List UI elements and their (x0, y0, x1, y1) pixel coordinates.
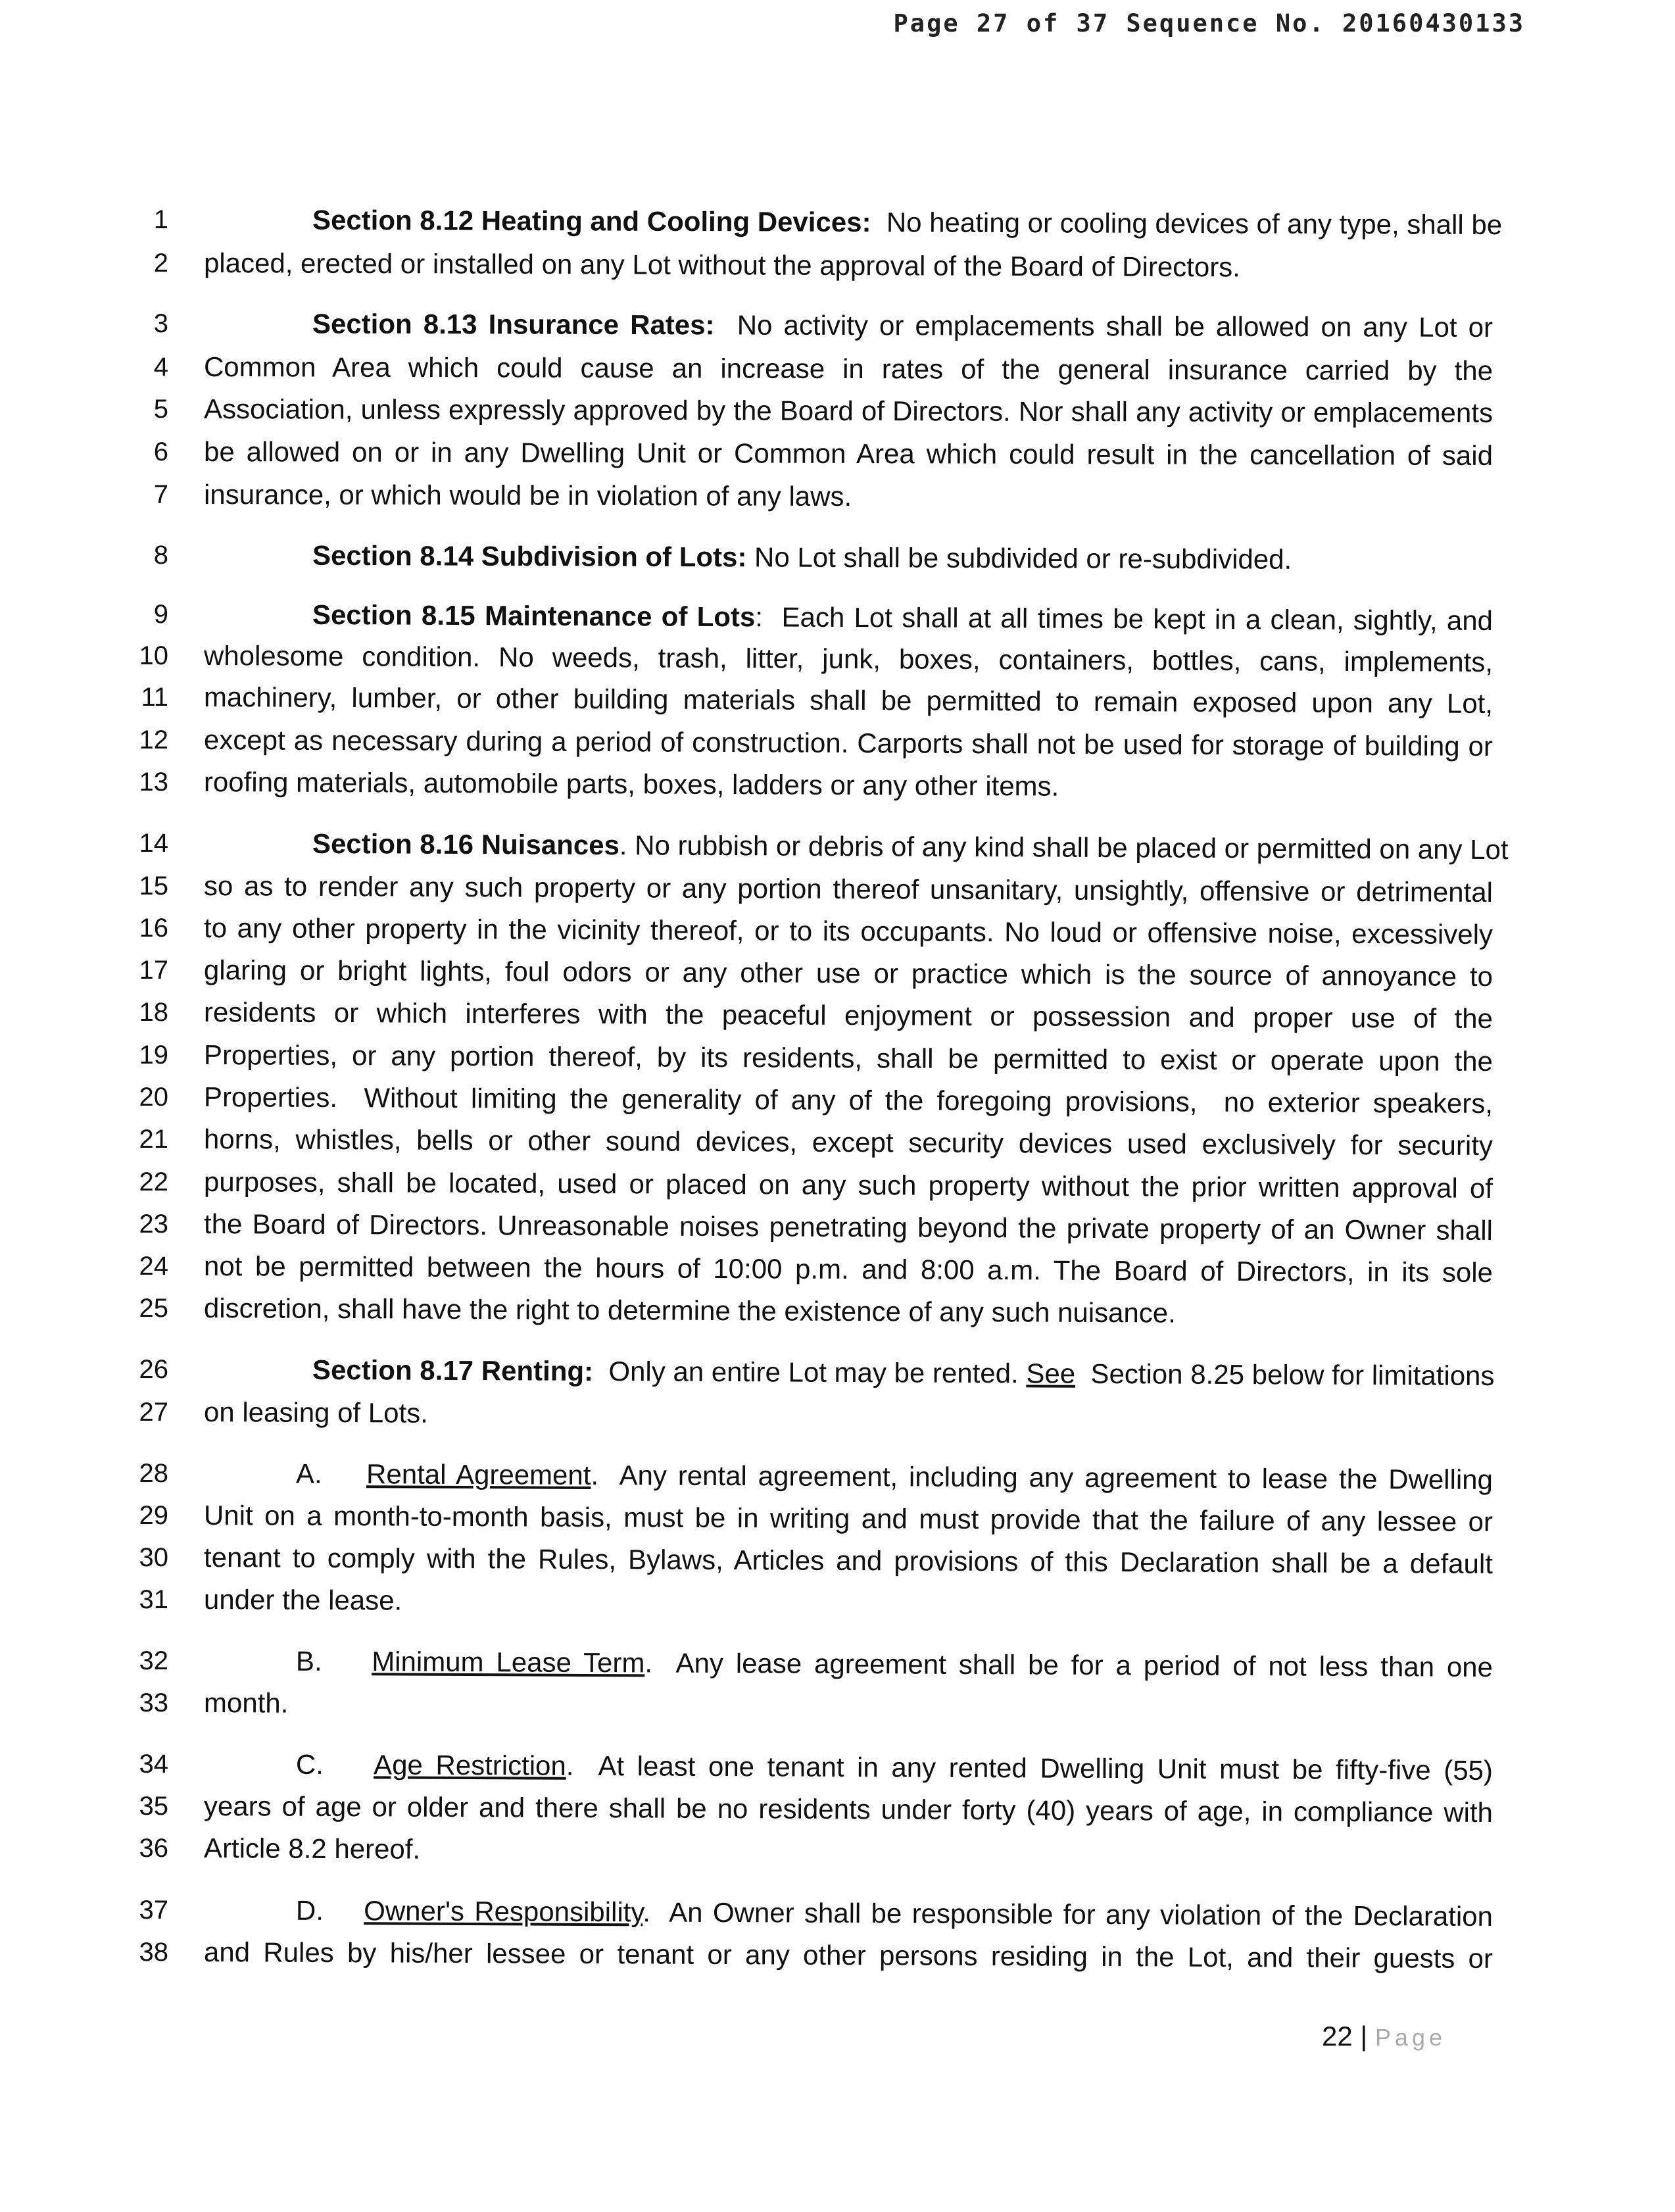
page-header: Page 27 of 37 Sequence No. 20160430133 (893, 9, 1525, 37)
line-number: 14 (139, 829, 168, 858)
text-run: wholesome condition. No weeds, trash, litter, junk, boxes, containers, bottles, cans, implements, (203, 640, 1493, 677)
line-number: 36 (139, 1834, 168, 1863)
section-heading: Section 8.14 Subdivision of Lots: (312, 539, 747, 573)
text-run: Common Area which could cause an increase in rates of the general insurance carried by the (203, 351, 1493, 386)
text-line (204, 954, 1493, 993)
text-run: insurance, or which would be in violation of any laws. (203, 479, 852, 512)
text-run: tenant to comply with the Rules, Bylaws, Articles and provisions of this Declaration shall be a default (203, 1542, 1493, 1579)
text-run: and Rules by his/her lessee or tenant or any other persons residing in the Lot, and their guests or (203, 1936, 1493, 1974)
text-line (204, 1894, 1493, 1932)
text-line (204, 1208, 1493, 1246)
text-run: . At least one tenant in any rented Dwelling Unit must be fifty-five (55) (566, 1750, 1493, 1786)
text-run: Association, unless expressly approved by the Board of Directors. Nor shall any activity or emplacements (203, 393, 1493, 428)
text-run: roofing materials, automobile parts, boxes, ladders or any other items. (203, 766, 1059, 802)
text-run: Properties, or any portion thereof, by its residents, shall be permitted to exist or operate upon the (203, 1039, 1493, 1077)
text-line (204, 1748, 1493, 1786)
line-number: 27 (139, 1398, 168, 1427)
line-number: 32 (139, 1646, 168, 1675)
text-run: on leasing of Lots. (203, 1396, 429, 1429)
text-line (204, 912, 1493, 950)
text-run: placed, erected or installed on any Lot without the approval of the Board of Directors. (203, 247, 1241, 283)
text-line (204, 479, 1493, 514)
line-number: 17 (139, 956, 168, 985)
text-line (204, 436, 1493, 472)
footer-page-label: Page (1374, 2024, 1447, 2051)
line-number: 35 (139, 1792, 168, 1821)
subsection-indent (204, 1773, 296, 1774)
line-number: 9 (153, 600, 168, 629)
line-number: 29 (139, 1501, 168, 1530)
paragraph-indent (204, 564, 312, 565)
line-number: 34 (139, 1750, 168, 1779)
text-run: not be permitted between the hours of 10:00 p.m. and 8:00 a.m. The Board of Directors, in its sole (203, 1250, 1493, 1288)
text-run: horns, whistles, bells or other sound devices, except security devices used exclusively for security (203, 1123, 1493, 1161)
text-run: . No rubbish or debris of any kind shall be placed or permitted on any Lot (619, 829, 1509, 866)
line-number: 7 (153, 480, 168, 509)
line-number: 24 (139, 1252, 168, 1281)
text-line (204, 1123, 1493, 1162)
text-line (204, 599, 1493, 637)
line-number: 20 (139, 1083, 168, 1112)
text-run: discretion, shall have the right to determine the existence of any such nuisance. (203, 1292, 1176, 1329)
text-run: . Any lease agreement shall be for a period of not less than one (644, 1647, 1493, 1683)
text-line (204, 393, 1493, 429)
text-line (204, 1166, 1493, 1204)
line-number: 18 (139, 998, 168, 1027)
text-run: machinery, lumber, or other building materials shall be permitted to remain exposed upon any Lot, (203, 681, 1493, 719)
underlined-term: Rental Agreement (366, 1458, 591, 1491)
text-run: No Lot shall be subdivided or re-subdivided. (746, 541, 1292, 575)
text-line (204, 996, 1493, 1035)
text-line (204, 1790, 1493, 1829)
line-number: 1 (153, 205, 168, 234)
line-number: 33 (139, 1688, 168, 1717)
text-line (204, 1645, 1493, 1683)
text-run: be allowed on or in any Dwelling Unit or Common Area which could result in the cancellation of said (203, 436, 1493, 471)
text-run: years of age or older and there shall be no residents under forty (40) years of age, in compliance with (203, 1790, 1493, 1828)
text-run: No activity or emplacements shall be allowed on any Lot or (714, 309, 1493, 343)
line-number: 31 (139, 1585, 168, 1614)
text-run: under the lease. (203, 1584, 402, 1616)
line-number: 28 (139, 1459, 168, 1488)
subsection-indent (204, 1670, 296, 1671)
text-line (204, 204, 1503, 241)
text-line (204, 1687, 1493, 1725)
text-run: A. (295, 1458, 367, 1490)
text-line (204, 1354, 1493, 1392)
section-heading: Section 8.16 Nuisances (312, 827, 620, 861)
underlined-term: Minimum Lease Term (372, 1646, 645, 1679)
line-number: 12 (139, 725, 168, 754)
text-run: the Board of Directors. Unreasonable noises penetrating beyond the private property of an Owner shall (203, 1208, 1493, 1246)
line-number: 26 (139, 1355, 168, 1384)
text-line (204, 247, 1493, 284)
text-run: C. (295, 1748, 374, 1781)
text-run: except as necessary during a period of construction. Carports shall not be used for storage of building or (203, 724, 1493, 762)
text-line (204, 1081, 1493, 1119)
footer-page-number: 22 (1322, 2021, 1353, 2052)
text-run: month. (203, 1687, 289, 1719)
text-line (204, 539, 1493, 576)
text-run: glaring or bright lights, foul odors or any other use or practice which is the source of annoyance to (203, 954, 1493, 992)
text-line (204, 1458, 1493, 1496)
text-line (204, 870, 1493, 908)
text-line (204, 1584, 1493, 1622)
text-run: Section 8.25 below for limitations (1075, 1358, 1495, 1392)
underlined-term: Owner's Responsibility (364, 1895, 643, 1928)
line-number: 5 (153, 395, 168, 424)
paragraph-indent (204, 229, 312, 230)
text-line (204, 681, 1493, 720)
section-heading: Section 8.17 Renting: (312, 1354, 594, 1387)
line-number: 15 (139, 872, 168, 900)
text-run: so as to render any such property or any portion thereof unsanitary, unsightly, offensive or detrimental (203, 870, 1493, 908)
line-number: 22 (139, 1167, 168, 1196)
line-number: 16 (139, 914, 168, 943)
text-run: residents or which interferes with the peaceful enjoyment or possession and proper use of the (203, 996, 1493, 1034)
line-number: 6 (153, 437, 168, 466)
text-line (204, 1936, 1493, 1975)
line-number: 3 (153, 309, 168, 338)
text-line (204, 308, 1493, 343)
text-run: D. (295, 1894, 364, 1927)
text-run: B. (295, 1645, 372, 1677)
text-run: . Any rental agreement, including any agreement to lease the Dwelling (591, 1460, 1493, 1495)
text-line (204, 1396, 1493, 1435)
line-number: 21 (139, 1125, 168, 1154)
text-line (204, 1500, 1493, 1538)
line-number: 2 (153, 249, 168, 278)
underlined-term: Age Restriction (374, 1749, 566, 1781)
section-heading: Section 8.13 Insurance Rates: (312, 308, 715, 341)
text-run: to any other property in the vicinity thereof, or to its occupants. No loud or offensive noise, excessively (203, 912, 1493, 950)
text-run: No heating or cooling devices of any type, shall be (871, 207, 1503, 241)
text-line (204, 724, 1493, 762)
footer-separator: | (1360, 2021, 1368, 2052)
line-number: 38 (139, 1938, 168, 1967)
page-footer (1322, 2021, 1446, 2052)
text-line (204, 1292, 1493, 1331)
text-run: . An Owner shall be responsible for any violation of the Declaration (643, 1896, 1493, 1932)
text-line (204, 640, 1493, 678)
section-heading: Section 8.15 Maintenance of Lots (312, 599, 756, 633)
text-line (204, 1250, 1493, 1289)
line-number: 4 (153, 353, 168, 381)
line-number: 19 (139, 1041, 168, 1069)
paragraph-indent (204, 852, 312, 853)
text-run: Unit on a month-to-month basis, must be in writing and must provide that the failure of any lessee or (203, 1500, 1493, 1537)
text-line (204, 1832, 1493, 1871)
subsection-indent (204, 1919, 296, 1920)
line-number: 11 (141, 683, 168, 712)
section-heading: Section 8.12 Heating and Cooling Devices: (312, 204, 871, 238)
text-run: purposes, shall be located, used or placed on any such property without the prior written approval of (203, 1166, 1493, 1204)
text-line (204, 827, 1509, 866)
line-number: 10 (139, 641, 168, 670)
line-number: 8 (153, 541, 168, 570)
line-number: 23 (139, 1210, 168, 1239)
line-number: 25 (139, 1294, 168, 1323)
underlined-term: See (1026, 1358, 1076, 1389)
text-run: Properties. Without limiting the generality of any of the foregoing provisions, no exterior speakers, (203, 1081, 1493, 1119)
line-number: 13 (139, 768, 168, 797)
text-run: Article 8.2 hereof. (203, 1832, 421, 1865)
text-run: Only an entire Lot may be rented. (593, 1356, 1027, 1389)
text-line (204, 1039, 1493, 1077)
line-number: 37 (139, 1896, 168, 1925)
line-number: 30 (139, 1543, 168, 1572)
text-line (204, 351, 1493, 387)
text-line (204, 1542, 1493, 1580)
text-run: : Each Lot shall at all times be kept in a clean, sightly, and (755, 601, 1493, 636)
text-line (204, 766, 1493, 804)
